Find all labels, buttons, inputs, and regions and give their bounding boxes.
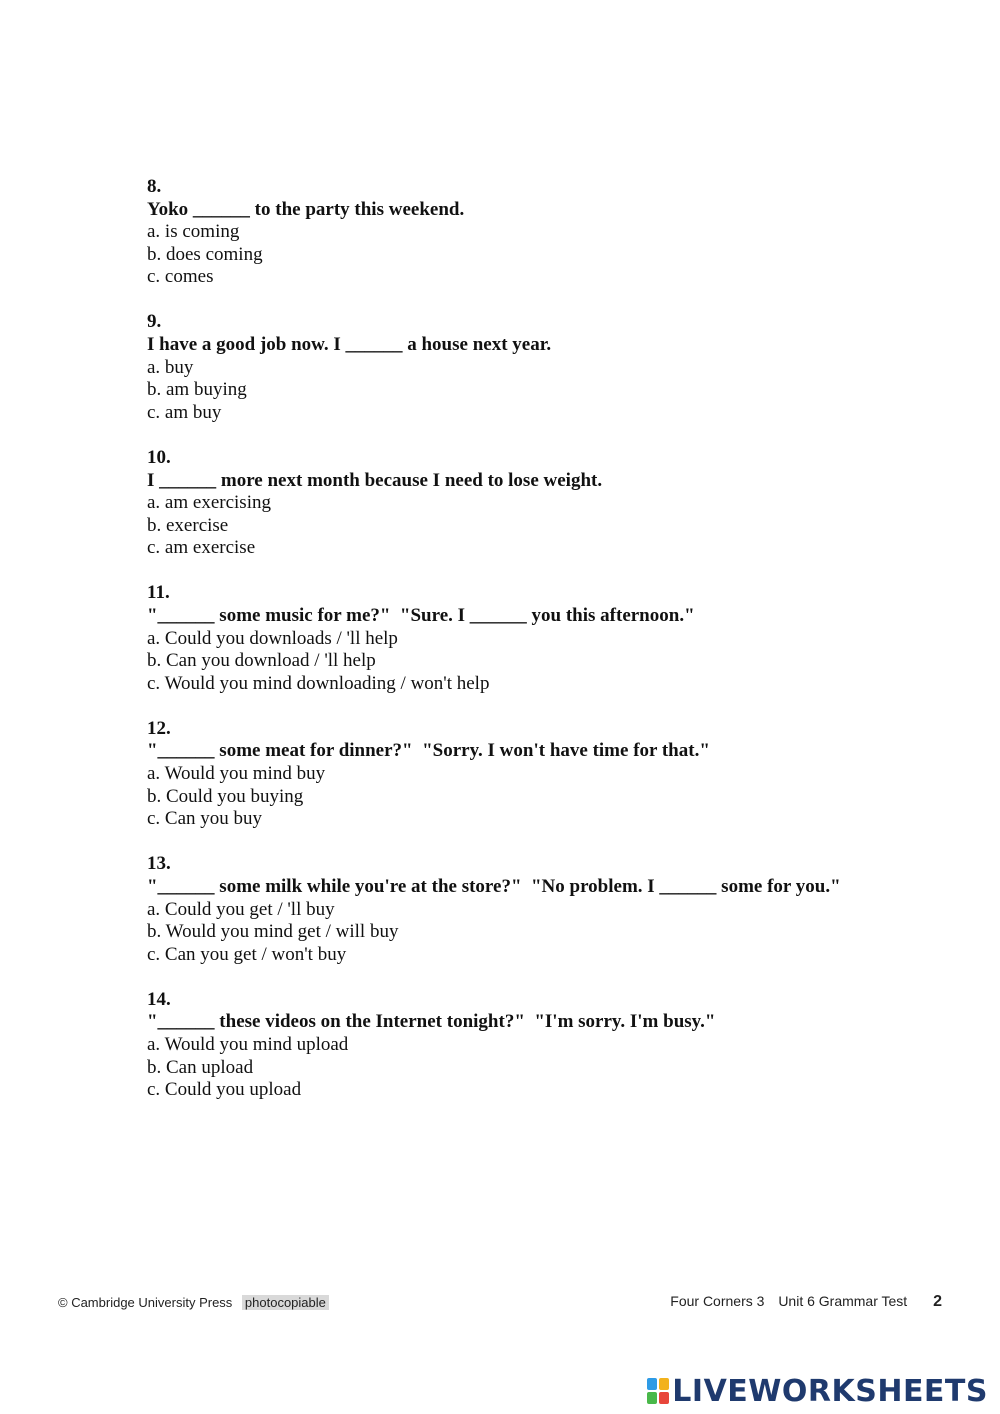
question-number: 10.	[147, 446, 171, 468]
answer-option-b: b. Can you download / 'll help	[147, 650, 376, 672]
question-number: 8.	[147, 176, 162, 197]
answer-option-b: b. Would you mind get / will buy	[147, 921, 399, 943]
question-number: 11.	[147, 582, 170, 604]
footer-right	[670, 1293, 942, 1311]
question-14	[147, 989, 927, 1102]
logo-text: LIVEWORKSHEETS	[672, 1373, 988, 1409]
question-stem: "______ some music for me?" "Sure. I ______ you this afternoon."	[147, 605, 695, 626]
answer-option-b: b. Can upload	[147, 1056, 254, 1078]
question-number: 13.	[147, 853, 171, 875]
logo-tile-blue	[647, 1378, 657, 1390]
question-list	[147, 176, 927, 1124]
question-9	[147, 311, 927, 424]
logo-tile-yellow	[659, 1378, 669, 1390]
question-stem: Yoko ______ to the party this weekend.	[147, 198, 465, 220]
liveworksheets-logo-icon	[647, 1378, 669, 1404]
question-11	[147, 582, 927, 695]
footer-left	[58, 1295, 329, 1310]
page-footer	[58, 1293, 942, 1313]
answer-option-a: a. is coming	[147, 221, 240, 243]
photocopiable-label: photocopiable	[242, 1295, 329, 1310]
question-number: 12.	[147, 717, 171, 739]
question-stem: "______ these videos on the Internet tonight?" "I'm sorry. I'm busy."	[147, 1011, 716, 1033]
answer-option-c: c. comes	[147, 266, 214, 288]
answer-option-c: c. Would you mind downloading / won't help	[147, 672, 490, 694]
question-number: 9.	[147, 311, 162, 333]
answer-option-c: c. am exercise	[147, 537, 256, 559]
unit-title: Unit 6 Grammar Test	[778, 1293, 908, 1309]
question-stem: "______ some milk while you're at the store?" "No problem. I ______ some for you."	[147, 875, 841, 897]
answer-option-a: a. Could you downloads / 'll help	[147, 627, 398, 649]
question-stem: "______ some meat for dinner?" "Sorry. I won't have time for that."	[147, 740, 710, 762]
answer-option-c: c. Can you get / won't buy	[147, 943, 347, 965]
question-stem: I ______ more next month because I need to lose weight.	[147, 469, 603, 491]
answer-option-a: a. buy	[147, 356, 194, 378]
answer-option-a: a. Would you mind buy	[147, 763, 326, 785]
answer-option-a: a. Could you get / 'll buy	[147, 898, 335, 920]
logo-tile-red	[659, 1392, 669, 1404]
question-13	[147, 853, 927, 966]
answer-option-c: c. Could you upload	[147, 1079, 302, 1101]
answer-option-b: b. am buying	[147, 379, 247, 401]
liveworksheets-logo	[647, 1374, 988, 1408]
answer-option-c: c. Can you buy	[147, 808, 263, 830]
page-number: 2	[933, 1293, 942, 1310]
answer-option-a: a. Would you mind upload	[147, 1034, 349, 1055]
question-12	[147, 718, 927, 831]
question-stem: I have a good job now. I ______ a house next year.	[147, 334, 552, 356]
answer-option-b: b. does coming	[147, 243, 263, 265]
copyright-text: © Cambridge University Press	[58, 1295, 233, 1310]
question-8	[147, 176, 927, 289]
answer-option-c: c. am buy	[147, 401, 222, 423]
answer-option-a: a. am exercising	[147, 492, 271, 514]
logo-tile-green	[647, 1392, 657, 1404]
answer-option-b: b. Could you buying	[147, 785, 304, 807]
book-title: Four Corners 3	[670, 1293, 765, 1309]
answer-option-b: b. exercise	[147, 514, 229, 536]
question-number: 14.	[147, 988, 171, 1010]
question-10	[147, 447, 927, 560]
